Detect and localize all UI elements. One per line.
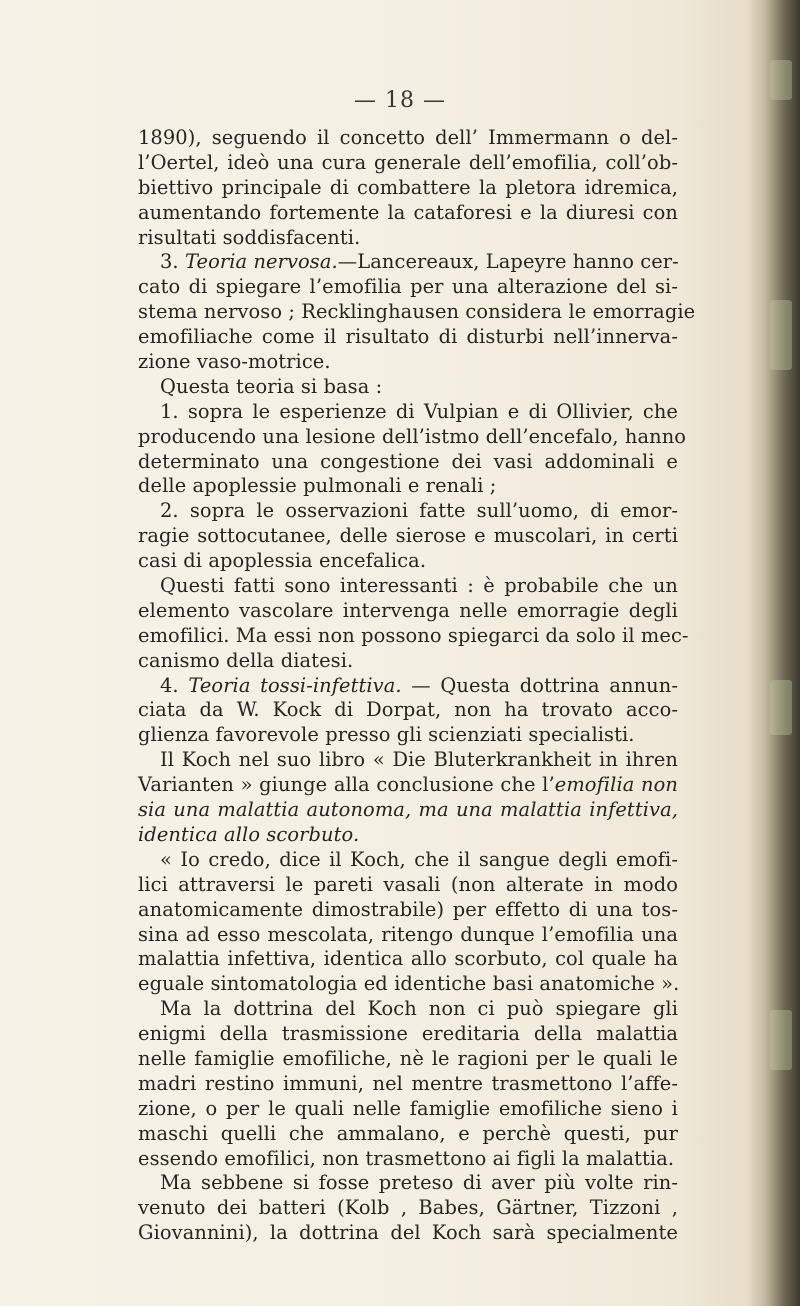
text-line: delle apoplessie pulmonali e renali ;	[138, 474, 497, 498]
text-line: Il Koch nel suo libro « Die Bluterkrankheit in ihren	[160, 748, 678, 772]
text-line: glienza favorevole presso gli scienziati specialisti.	[138, 723, 635, 747]
text-line: Ma la dottrina del Koch non ci può spiegare gli	[160, 997, 678, 1021]
text-line: stema nervoso ; Recklinghausen considera le emorragie	[138, 300, 696, 324]
text-line	[138, 250, 678, 275]
text-line: eguale sintomatologia ed identiche basi anatomiche ».	[138, 972, 680, 996]
text-line: nelle famiglie emofiliche, nè le ragioni per le quali le	[138, 1046, 678, 1070]
text-line: malattia infettiva, identica allo scorbuto, col quale ha	[138, 947, 678, 971]
text-run: 4.	[160, 673, 189, 697]
text-line: 2. sopra le osservazioni fatte sull’uomo, di emor-	[160, 499, 678, 523]
body-text	[138, 126, 696, 1246]
text-line: Questi fatti sono interessanti : è probabile che un	[160, 574, 678, 598]
text-line	[138, 798, 678, 823]
italic-text: emofilia non	[554, 773, 678, 797]
text-line: zione vaso-motrice.	[138, 350, 331, 374]
page-number: — 18 —	[354, 88, 446, 113]
text-run: 3.	[160, 250, 185, 274]
text-line: aumentando fortemente la cataforesi e la diuresi con	[138, 200, 678, 224]
text-line: emofiliache come il risultato di disturbi nell’innerva-	[138, 325, 678, 349]
text-line	[138, 674, 678, 699]
text-run: —Lancereaux, Lapeyre hanno cer-	[337, 250, 679, 274]
page-edge-stain	[770, 680, 792, 735]
page-edge-stain	[770, 300, 792, 370]
text-line: madri restino immuni, nel mentre trasmettono l’affe-	[138, 1071, 678, 1095]
text-run: — Questa dottrina annun-	[401, 673, 678, 697]
text-line: Ma sebbene si fosse preteso di aver più volte rin-	[160, 1171, 678, 1195]
text-line: lici attraversi le pareti vasali (non alterate in modo	[138, 872, 678, 896]
text-line: casi di apoplessia encefalica.	[138, 549, 427, 573]
text-line	[138, 823, 678, 848]
text-line: essendo emofilici, non trasmettono ai figli la malattia.	[138, 1146, 675, 1170]
text-line: producendo una lesione dell’istmo dell’encefalo, hanno	[138, 424, 687, 448]
text-line: emofilici. Ma essi non possono spiegarci da solo il mec-	[138, 623, 689, 647]
text-run: Varianten » giunge alla conclusione che l’	[138, 773, 555, 797]
text-line: determinato una congestione dei vasi addominali e	[138, 449, 678, 473]
page-edge-shadow	[748, 0, 800, 1306]
text-line	[138, 773, 678, 798]
page-edge-stain	[770, 1010, 792, 1070]
text-line: Giovannini), la dottrina del Koch sarà specialmente	[138, 1221, 678, 1245]
text-line: cato di spiegare l’emofilia per una alterazione del si-	[138, 275, 678, 299]
text-line: canismo della diatesi.	[138, 648, 354, 672]
text-line: sina ad esso mescolata, ritengo dunque l’emofilia una	[138, 922, 678, 946]
italic-text: identica allo scorbuto.	[138, 822, 360, 846]
text-line: ciata da W. Kock di Dorpat, non ha trovato acco-	[138, 698, 678, 722]
text-line: risultati soddisfacenti.	[138, 225, 361, 249]
italic-text: Teoria nervosa.	[184, 250, 338, 274]
text-line: biettivo principale di combattere la pletora idremica,	[138, 175, 678, 199]
text-line: Questa teoria si basa :	[160, 374, 383, 398]
italic-text: sia una malattia autonoma, ma una malattia infettiva,	[138, 798, 678, 822]
text-line: venuto dei batteri (Kolb , Babes, Gärtner, Tizzoni ,	[138, 1196, 678, 1220]
text-line: « Io credo, dice il Koch, che il sangue degli emofi-	[160, 847, 678, 871]
text-line: 1. sopra le esperienze di Vulpian e di Ollivier, che	[160, 399, 678, 423]
text-line: 1890), seguendo il concetto dell’ Immermann o del-	[138, 126, 678, 149]
text-line: zione, o per le quali nelle famiglie emofiliche sieno i	[138, 1096, 678, 1120]
text-line: enigmi della trasmissione ereditaria della malattia	[138, 1022, 678, 1046]
text-line: anatomicamente dimostrabile) per effetto di una tos-	[138, 897, 678, 921]
text-line: maschi quelli che ammalano, e perchè questi, pur	[138, 1121, 678, 1145]
text-line: l’Oertel, ideò una cura generale dell’emofilia, coll’ob-	[138, 150, 678, 174]
italic-text: Teoria tossi-infettiva.	[188, 673, 402, 697]
text-line: elemento vascolare intervenga nelle emorragie degli	[138, 598, 678, 622]
text-line: ragie sottocutanee, delle sierose e muscolari, in certi	[138, 524, 678, 548]
